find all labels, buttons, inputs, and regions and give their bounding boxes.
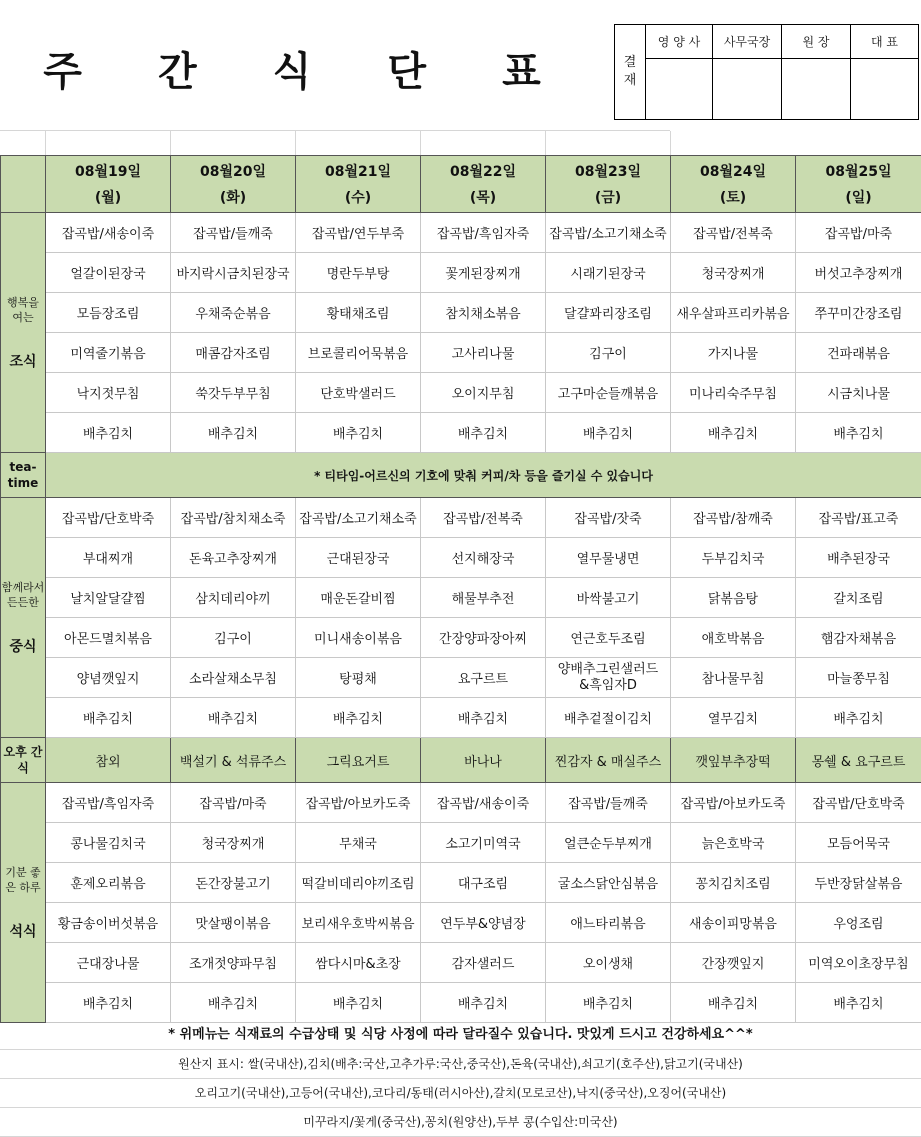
approval-sign-box	[782, 59, 851, 120]
menu-item: 낙지젓무침	[46, 373, 171, 413]
menu-item: 연근호두조림	[546, 618, 671, 658]
menu-item: 잡곡밥/단호박죽	[796, 783, 921, 823]
origin-line-1: 원산지 표시: 쌀(국내산),김치(배추:국산,고추가루:국산,중국산),돈육(국내산),쇠고기(호주산),닭고기(국내산)	[0, 1050, 921, 1079]
menu-item: 배추김치	[171, 413, 296, 453]
menu-item: 잡곡밥/참깨죽	[671, 498, 796, 538]
snack-item: 그릭요거트	[296, 738, 421, 783]
dinner-label	[1, 783, 46, 1023]
menu-item: 배추김치	[46, 413, 171, 453]
day-of-week: (토)	[671, 187, 795, 207]
snack-item: 찐감자 & 매실주스	[546, 738, 671, 783]
menu-item: 배추김치	[46, 983, 171, 1023]
menu-item: 김구이	[546, 333, 671, 373]
day-header	[671, 156, 796, 213]
menu-item: 참치채소볶음	[421, 293, 546, 333]
breakfast-title: 조식	[1, 355, 45, 370]
menu-item: 잡곡밥/흑임자죽	[46, 783, 171, 823]
menu-item: 배추김치	[46, 698, 171, 738]
footer	[0, 1021, 921, 1137]
approval-head-director: 원 장	[782, 25, 851, 59]
menu-item: 잡곡밥/표고죽	[796, 498, 921, 538]
menu-item: 고사리나물	[421, 333, 546, 373]
menu-item: 꽁치김치조림	[671, 863, 796, 903]
menu-item: 시금치나물	[796, 373, 921, 413]
menu-item: 가지나물	[671, 333, 796, 373]
day-date: 08월22일	[421, 161, 545, 181]
menu-item: 매콤감자조림	[171, 333, 296, 373]
menu-item: 잡곡밥/연두부죽	[296, 213, 421, 253]
menu-item: 배추김치	[796, 698, 921, 738]
menu-item: 선지해장국	[421, 538, 546, 578]
menu-item: 잡곡밥/전복죽	[421, 498, 546, 538]
menu-item: 바싹불고기	[546, 578, 671, 618]
menu-item: 명란두부탕	[296, 253, 421, 293]
menu-item: 잡곡밥/소고기채소죽	[546, 213, 671, 253]
menu-item: 잡곡밥/아보카도죽	[296, 783, 421, 823]
approval-sign-box	[646, 59, 713, 120]
menu-item: 배추된장국	[796, 538, 921, 578]
snack-item: 참외	[46, 738, 171, 783]
menu-item: 미역줄기볶음	[46, 333, 171, 373]
menu-item: 오이지무침	[421, 373, 546, 413]
menu-item: 브로콜리어묵볶음	[296, 333, 421, 373]
snack-item: 몽쉘 & 요구르트	[796, 738, 921, 783]
menu-item: 바지락시금치된장국	[171, 253, 296, 293]
menu-item: 소라살채소무침	[171, 658, 296, 698]
day-header	[46, 156, 171, 213]
menu-item: 햄감자채볶음	[796, 618, 921, 658]
dinner-title: 석식	[1, 925, 45, 940]
menu-item: 배추김치	[296, 698, 421, 738]
menu-item: 달걀꽈리장조림	[546, 293, 671, 333]
menu-item: 삼치데리야끼	[171, 578, 296, 618]
menu-item: 두반장닭살볶음	[796, 863, 921, 903]
menu-item: 오이생채	[546, 943, 671, 983]
menu-item: 꽃게된장찌개	[421, 253, 546, 293]
menu-item: 맛살팽이볶음	[171, 903, 296, 943]
lunch-slogan: 함께라서 든든한	[2, 581, 45, 609]
menu-item: 배추김치	[171, 698, 296, 738]
menu-item: 얼큰순두부찌개	[546, 823, 671, 863]
menu-item: 마늘쫑무침	[796, 658, 921, 698]
day-date: 08월19일	[46, 161, 170, 181]
day-header	[546, 156, 671, 213]
corner-cell	[1, 156, 46, 213]
menu-item: 잡곡밥/아보카도죽	[671, 783, 796, 823]
menu-item: 아몬드멸치볶음	[46, 618, 171, 658]
day-date: 08월23일	[546, 161, 670, 181]
menu-item: 황금송이버섯볶음	[46, 903, 171, 943]
snack-label: 오후 간식	[1, 738, 46, 783]
menu-item: 배추겉절이김치	[546, 698, 671, 738]
lunch-label	[1, 498, 46, 738]
day-of-week: (일)	[796, 187, 921, 207]
breakfast-label	[1, 213, 46, 453]
menu-item: 배추김치	[796, 413, 921, 453]
menu-item: 양념깻잎지	[46, 658, 171, 698]
menu-item: 해물부추전	[421, 578, 546, 618]
menu-item: 잡곡밥/마죽	[796, 213, 921, 253]
menu-item: 배추김치	[671, 413, 796, 453]
menu-item: 잡곡밥/마죽	[171, 783, 296, 823]
menu-item: 쌈다시마&초장	[296, 943, 421, 983]
day-date: 08월25일	[796, 161, 921, 181]
menu-item: 모듬어묵국	[796, 823, 921, 863]
menu-item: 애느타리볶음	[546, 903, 671, 943]
menu-item: 잡곡밥/새송이죽	[421, 783, 546, 823]
menu-item: 배추김치	[296, 413, 421, 453]
menu-item: 배추김치	[671, 983, 796, 1023]
snack-item: 백설기 & 석류주스	[171, 738, 296, 783]
menu-item: 잡곡밥/흑임자죽	[421, 213, 546, 253]
menu-item: 우채죽순볶음	[171, 293, 296, 333]
menu-item: 근대된장국	[296, 538, 421, 578]
menu-item: 잡곡밥/들깨죽	[546, 783, 671, 823]
menu-item: 간장깻잎지	[671, 943, 796, 983]
day-header	[421, 156, 546, 213]
day-date: 08월21일	[296, 161, 420, 181]
origin-line-2: 오리고기(국내산),고등어(국내산),코다리/동태(러시아산),갈치(모로코산),낙지(중국산),오징어(국내산)	[0, 1079, 921, 1108]
menu-item: 보리새우호박씨볶음	[296, 903, 421, 943]
menu-item: 굴소스닭안심볶음	[546, 863, 671, 903]
snack-item: 깻잎부추장떡	[671, 738, 796, 783]
menu-item: 콩나물김치국	[46, 823, 171, 863]
day-header	[296, 156, 421, 213]
menu-item: 시래기된장국	[546, 253, 671, 293]
menu-item: 떡갈비데리야끼조림	[296, 863, 421, 903]
day-header	[171, 156, 296, 213]
day-date: 08월20일	[171, 161, 295, 181]
menu-item: 돈육고추장찌개	[171, 538, 296, 578]
menu-item: 간장양파장아찌	[421, 618, 546, 658]
teatime-label: tea-time	[1, 453, 46, 498]
menu-item: 양배추그린샐러드 &흑임자D	[546, 658, 671, 698]
menu-item: 탕평채	[296, 658, 421, 698]
menu-item: 연두부&양념장	[421, 903, 546, 943]
menu-item: 늙은호박국	[671, 823, 796, 863]
menu-item: 배추김치	[171, 983, 296, 1023]
teatime-text: * 티타임-어르신의 기호에 맞춰 커피/차 등을 즐기실 수 있습니다	[46, 453, 921, 498]
menu-item: 열무김치	[671, 698, 796, 738]
menu-item: 요구르트	[421, 658, 546, 698]
menu-item: 우엉조림	[796, 903, 921, 943]
menu-item: 애호박볶음	[671, 618, 796, 658]
page-title: 주 간 식 단 표	[0, 40, 610, 97]
menu-item: 감자샐러드	[421, 943, 546, 983]
menu-item: 모듬장조림	[46, 293, 171, 333]
approval-head-nutritionist: 영 양 사	[646, 25, 713, 59]
menu-item: 소고기미역국	[421, 823, 546, 863]
menu-item: 배추김치	[421, 413, 546, 453]
dinner-slogan: 기분 좋은 하루	[5, 866, 40, 894]
menu-item: 단호박샐러드	[296, 373, 421, 413]
menu-item: 버섯고추장찌개	[796, 253, 921, 293]
snack-item: 바나나	[421, 738, 546, 783]
approval-box	[614, 24, 919, 120]
menu-item: 미나리숙주무침	[671, 373, 796, 413]
menu-item: 무채국	[296, 823, 421, 863]
approval-sign-box	[851, 59, 919, 120]
menu-item: 잡곡밥/전복죽	[671, 213, 796, 253]
day-of-week: (금)	[546, 187, 670, 207]
menu-item: 잡곡밥/소고기채소죽	[296, 498, 421, 538]
menu-item: 근대장나물	[46, 943, 171, 983]
menu-item: 김구이	[171, 618, 296, 658]
menu-item: 배추김치	[546, 983, 671, 1023]
menu-item: 새우살파프리카볶음	[671, 293, 796, 333]
day-of-week: (월)	[46, 187, 170, 207]
menu-item: 고구마순들깨볶음	[546, 373, 671, 413]
day-of-week: (화)	[171, 187, 295, 207]
menu-item: 청국장찌개	[671, 253, 796, 293]
menu-item: 참나물무침	[671, 658, 796, 698]
menu-item: 잡곡밥/단호박죽	[46, 498, 171, 538]
menu-item: 배추김치	[421, 983, 546, 1023]
menu-item: 잡곡밥/잣죽	[546, 498, 671, 538]
approval-head-ceo: 대 표	[851, 25, 919, 59]
menu-item: 갈치조림	[796, 578, 921, 618]
day-of-week: (수)	[296, 187, 420, 207]
menu-item: 얼갈이된장국	[46, 253, 171, 293]
approval-label: 결 재	[615, 25, 646, 120]
menu-item: 미역오이초장무침	[796, 943, 921, 983]
menu-item: 부대찌개	[46, 538, 171, 578]
menu-item: 쭈꾸미간장조림	[796, 293, 921, 333]
menu-item: 청국장찌개	[171, 823, 296, 863]
spacer-row	[0, 130, 670, 156]
menu-item: 배추김치	[796, 983, 921, 1023]
menu-item: 쑥갓두부무침	[171, 373, 296, 413]
day-date: 08월24일	[671, 161, 795, 181]
approval-head-office-manager: 사무국장	[713, 25, 782, 59]
menu-item: 건파래볶음	[796, 333, 921, 373]
footer-note: * 위메뉴는 식재료의 수급상태 및 식당 사정에 따라 달라질수 있습니다. 맛있게 드시고 건강하세요^^*	[0, 1021, 921, 1050]
menu-item: 황태채조림	[296, 293, 421, 333]
day-header	[796, 156, 921, 213]
menu-item: 매운돈갈비찜	[296, 578, 421, 618]
menu-item: 훈제오리볶음	[46, 863, 171, 903]
breakfast-slogan: 행복을 여는	[7, 296, 39, 324]
menu-item: 미니새송이볶음	[296, 618, 421, 658]
menu-item: 새송이피망볶음	[671, 903, 796, 943]
approval-sign-box	[713, 59, 782, 120]
menu-item: 배추김치	[296, 983, 421, 1023]
menu-item: 대구조림	[421, 863, 546, 903]
menu-item: 배추김치	[546, 413, 671, 453]
menu-item: 닭볶음탕	[671, 578, 796, 618]
origin-line-3: 미꾸라지/꽃게(중국산),꽁치(원양산),두부 콩(수입산:미국산)	[0, 1108, 921, 1137]
menu-item: 돈간장불고기	[171, 863, 296, 903]
menu-item: 날치알달걀찜	[46, 578, 171, 618]
menu-item: 두부김치국	[671, 538, 796, 578]
menu-item: 잡곡밥/새송이죽	[46, 213, 171, 253]
lunch-title: 중식	[1, 640, 45, 655]
menu-item: 열무물냉면	[546, 538, 671, 578]
menu-item: 배추김치	[421, 698, 546, 738]
menu-item: 잡곡밥/참치채소죽	[171, 498, 296, 538]
day-of-week: (목)	[421, 187, 545, 207]
menu-item: 조개젓양파무침	[171, 943, 296, 983]
weekly-menu-table	[0, 155, 921, 1023]
menu-item: 잡곡밥/들깨죽	[171, 213, 296, 253]
